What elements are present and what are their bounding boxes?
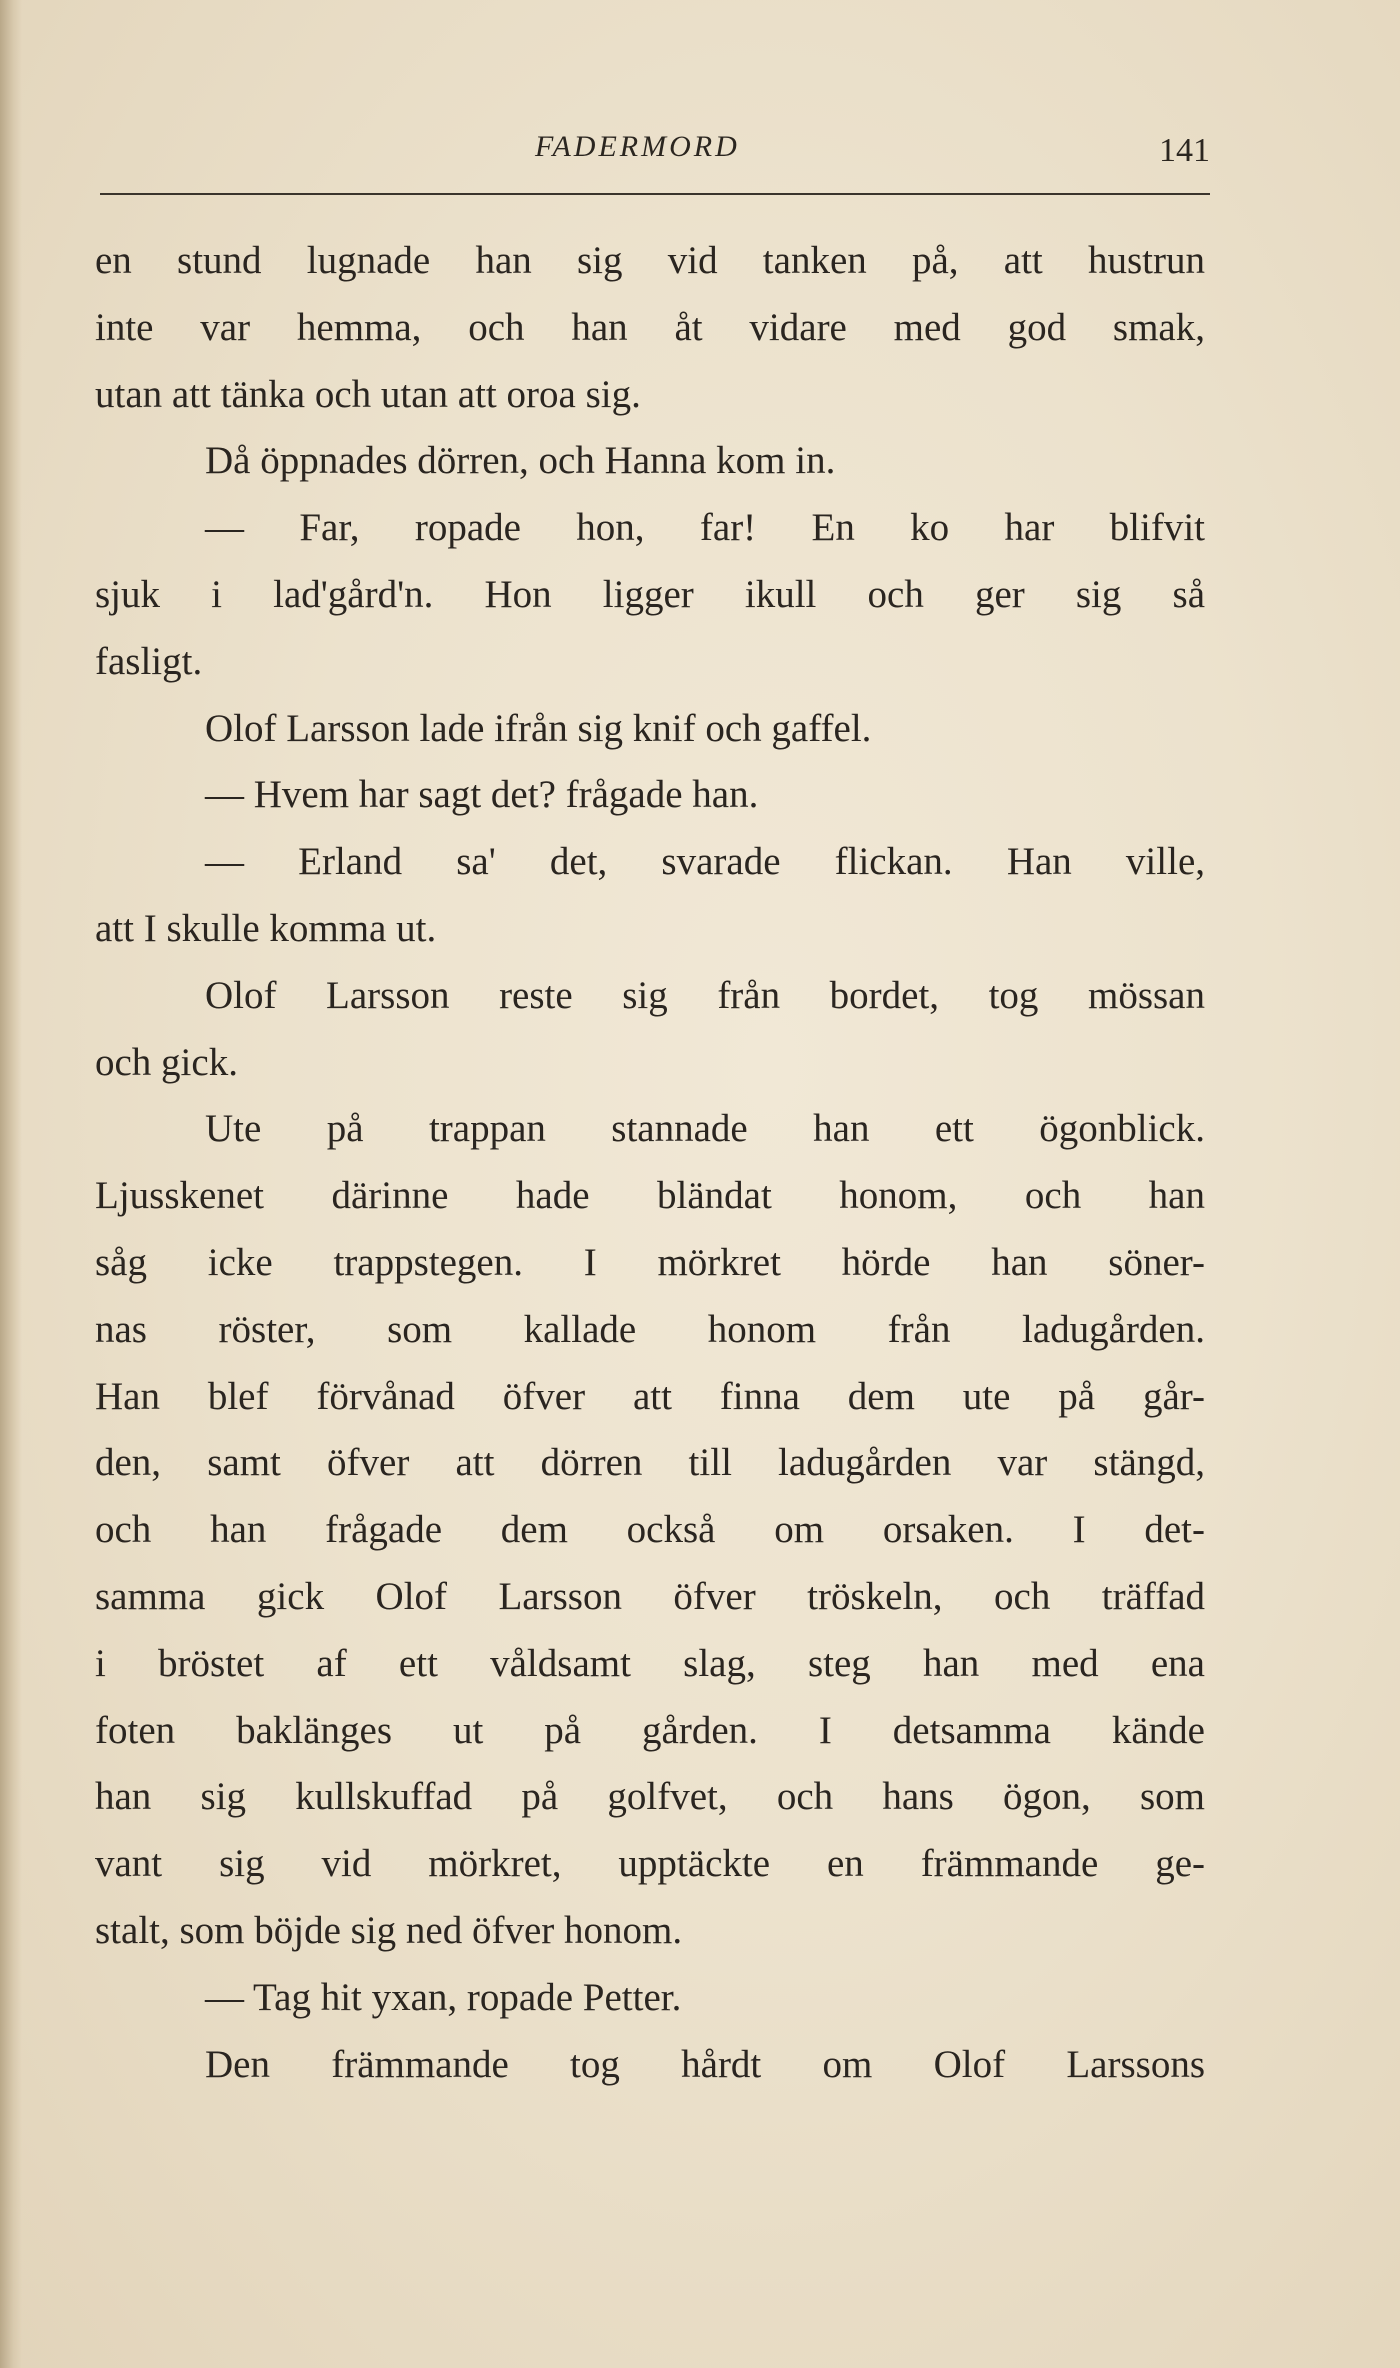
text-line: — Tag hit yxan, ropade Petter. bbox=[205, 1975, 682, 2019]
page-edge-shadow bbox=[0, 0, 22, 2368]
text-line: en stund lugnade han sig vid tanken på, att hustrun bbox=[95, 239, 1205, 282]
text-line: inte var hemma, och han åt vidare med god smak, bbox=[95, 305, 1205, 349]
text-line: — Hvem har sagt det? frågade han. bbox=[205, 773, 759, 817]
text-line: Den främmande tog hårdt om Olof Larssons bbox=[205, 2042, 1205, 2086]
text-line: den, samt öfver att dörren till ladugården var stängd, bbox=[95, 1441, 1205, 1485]
text-line: foten baklänges ut på gården. I detsamma kände bbox=[95, 1708, 1205, 1752]
text-line: nas röster, som kallade honom från ladugården. bbox=[95, 1307, 1205, 1351]
text-line: Då öppnades dörren, och Hanna kom in. bbox=[205, 439, 836, 483]
text-line: — Far, ropade hon, far! En ko har blifvit bbox=[205, 506, 1205, 550]
text-line: samma gick Olof Larsson öfver tröskeln, och träffad bbox=[95, 1574, 1205, 1618]
text-line: sjuk i lad'gård'n. Hon ligger ikull och ger sig så bbox=[95, 572, 1205, 616]
text-line: och gick. bbox=[95, 1040, 238, 1084]
text-line: han sig kullskuffad på golfvet, och hans ögon, som bbox=[95, 1775, 1205, 1819]
text-line: att I skulle komma ut. bbox=[95, 906, 437, 950]
running-title: FADERMORD bbox=[535, 130, 740, 163]
text-line: Olof Larsson lade ifrån sig knif och gaffel. bbox=[205, 706, 872, 750]
text-line: utan att tänka och utan att oroa sig. bbox=[95, 372, 641, 416]
page-number: 141 bbox=[1159, 132, 1210, 169]
text-line: stalt, som böjde sig ned öfver honom. bbox=[95, 1908, 683, 1952]
page-header bbox=[95, 130, 1210, 190]
text-line: i bröstet af ett våldsamt slag, steg han med ena bbox=[95, 1641, 1205, 1685]
text-line: Olof Larsson reste sig från bordet, tog mössan bbox=[205, 973, 1205, 1017]
header-rule bbox=[100, 193, 1210, 195]
text-line: Han blef förvånad öfver att finna dem ute på går- bbox=[95, 1374, 1205, 1418]
text-line: vant sig vid mörkret, upptäckte en främmande ge- bbox=[95, 1842, 1205, 1886]
text-line: såg icke trappstegen. I mörkret hörde han söner- bbox=[95, 1240, 1205, 1284]
body-text bbox=[95, 228, 1205, 2098]
text-line: — Erland sa' det, svarade flickan. Han ville, bbox=[205, 840, 1205, 884]
text-line: Ute på trappan stannade han ett ögonblick. bbox=[205, 1107, 1205, 1151]
text-line: Ljusskenet därinne hade bländat honom, och han bbox=[95, 1174, 1205, 1218]
text-line: fasligt. bbox=[95, 639, 203, 683]
text-line: och han frågade dem också om orsaken. I det- bbox=[95, 1508, 1205, 1552]
